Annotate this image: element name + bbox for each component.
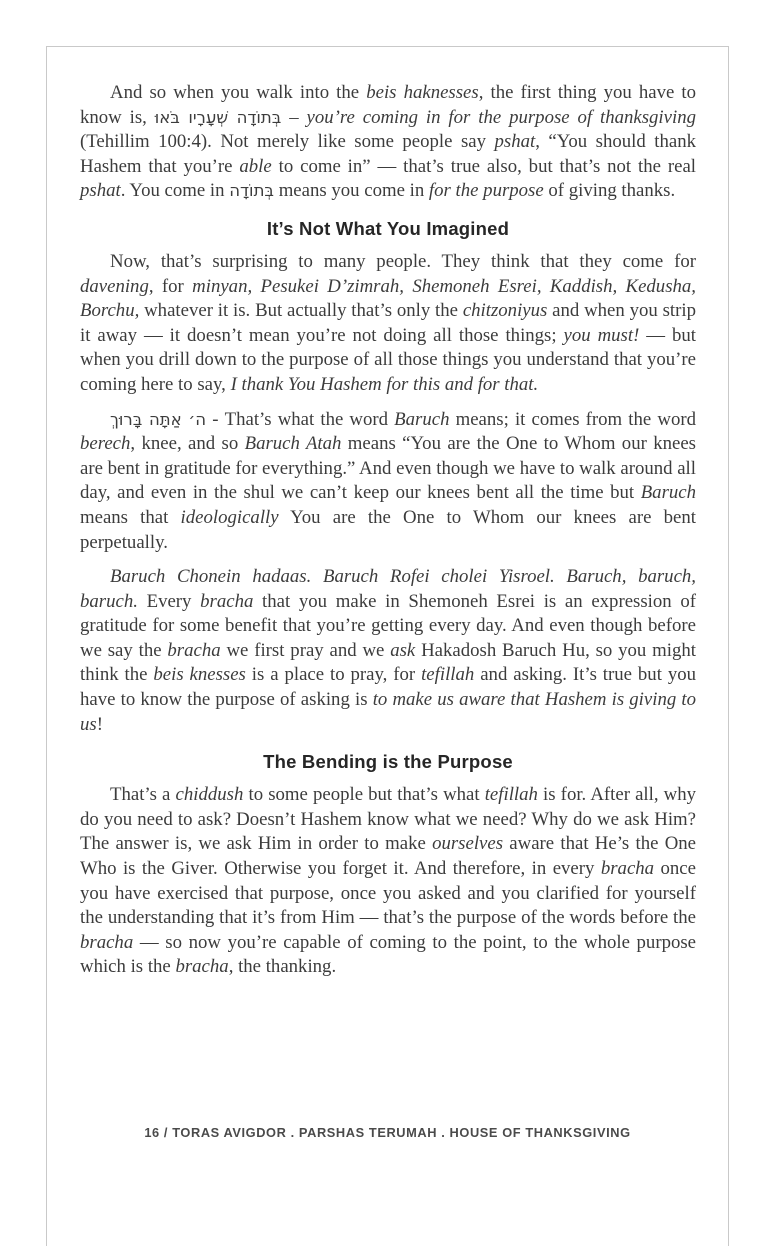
body-text: — but when you drill down to the purpose of all those things you understand that you’re coming here to say, — [80, 324, 696, 395]
body-text: ! — [96, 713, 103, 735]
italic-text: you must! — [563, 324, 640, 346]
italic-text: I thank You Hashem for this and for that. — [230, 373, 539, 395]
italic-text: to make us aware that Hashem is giving to us — [80, 689, 696, 735]
body-text: and asking. It’s true but you have to know the purpose of asking is — [80, 664, 696, 711]
body-text: Hakadosh Baruch Hu, so you might think the — [80, 639, 696, 686]
italic-text: chiddush — [175, 784, 244, 806]
italic-text: for the purpose — [428, 180, 544, 202]
body-text: , the thanking. — [228, 956, 337, 978]
italic-text: ask — [390, 639, 416, 661]
hebrew-text: בֹּאוּ‎ שְׁעָרָיו‎ בְּתוֹדָה — [154, 107, 282, 127]
body-text: , knee, and so — [130, 433, 245, 455]
body-text: , the first thing you have to know is, — [80, 82, 697, 128]
body-text: That’s a — [110, 784, 176, 806]
body-text: — so now you’re capable of coming to the point, to the whole purpose which is the — [80, 931, 696, 978]
body-text: to some people but that’s what — [243, 784, 485, 806]
italic-text: tefillah — [484, 784, 538, 806]
italic-text: berech — [80, 433, 131, 455]
paragraph — [80, 408, 696, 556]
italic-text: Baruch — [640, 482, 696, 504]
paragraph — [80, 783, 696, 980]
body-text: Now, that’s surprising to many people. They think that they come for — [110, 250, 696, 272]
italic-text: beis haknesses — [366, 82, 479, 103]
body-text: once you have exercised that purpose, once you asked and you clarified for yourself the understanding that it’s from Him — that’s the purpose of the words before the — [80, 858, 696, 929]
body-text: Every — [137, 590, 201, 612]
body-text: whatever it is. But actually that’s only the — [139, 300, 463, 322]
paragraph — [80, 250, 696, 398]
body-text: And so when you walk into the — [110, 82, 367, 103]
page-footer — [47, 1125, 728, 1140]
body-text: means; it comes from the word — [449, 408, 696, 430]
italic-text: bracha — [600, 858, 655, 880]
italic-text: bracha — [200, 590, 254, 612]
italic-text: pshat — [494, 131, 536, 153]
italic-text: ourselves — [432, 833, 504, 855]
paragraph — [80, 81, 696, 204]
italic-text: Baruch Chonein hadaas. Baruch Rofei cholei Yisroel. Baruch, baruch, baruch. — [80, 566, 696, 612]
italic-text: chitzoniyus — [462, 300, 548, 322]
page-frame — [46, 46, 729, 1246]
body-text: to come in” — that’s true also, but that’s not the real — [271, 155, 696, 177]
italic-text: able — [239, 155, 272, 177]
body-text: . You come in — [120, 180, 230, 202]
italic-text: ideologically — [180, 506, 279, 528]
footer-text: 16 / TORAS AVIGDOR . PARSHAS TERUMAH . HOUSE OF THANKSGIVING — [144, 1125, 631, 1140]
italic-text: you’re coming in for the purpose of thanksgiving — [306, 106, 696, 128]
body-text: – — [281, 106, 307, 128]
body-text: we first pray and we — [220, 639, 391, 661]
article — [47, 47, 728, 980]
italic-text: pshat — [80, 180, 121, 202]
body-text: You are the One to Whom our knees are bent perpetually. — [80, 506, 696, 553]
hebrew-text: בָּרוּךְ‎ אַתָּה‎ ה׳ — [110, 409, 207, 429]
italic-text: beis knesses — [153, 664, 246, 686]
italic-text: bracha — [167, 639, 221, 661]
body-text: , “You should thank Hashem that you’re — [80, 131, 696, 177]
body-text: and when you strip it away — it doesn’t mean you’re not doing all those things; — [80, 300, 696, 346]
body-text: means “You are the One to Whom our knees are bent in gratitude for everything.” And even though we have to walk around all day, and even in the shul we can’t keep our knees bent all the time but — [80, 433, 696, 504]
italic-text: bracha — [80, 931, 134, 953]
italic-text: Baruch — [394, 408, 450, 430]
section-heading: It’s Not What You Imagined — [266, 217, 510, 239]
body-text: of giving thanks. — [543, 180, 676, 202]
body-text: , for — [148, 275, 193, 297]
body-text: - That’s what the word — [206, 408, 395, 430]
section-heading: The Bending is the Purpose — [263, 751, 513, 773]
body-text: (Tehillim 100:4). Not merely like some people say — [80, 131, 495, 153]
italic-text: bracha — [175, 956, 229, 978]
body-text: means that — [80, 506, 181, 528]
body-text: is a place to pray, for — [245, 664, 422, 686]
italic-text: Baruch Atah — [244, 433, 342, 455]
body-text: is for. After all, why do you need to ask? Doesn’t Hashem know what we need? Why do we ask Him? The answer is, we ask Him in order to make — [80, 784, 696, 855]
body-text: means you come in — [274, 180, 429, 202]
italic-text: tefillah — [421, 664, 475, 686]
italic-text: minyan, Pesukei D’zimrah, Shemoneh Esrei, Kaddish, Kedusha, Borchu, — [80, 275, 696, 322]
hebrew-text: בְּתוֹדָה — [229, 181, 274, 201]
body-text: that you make in Shemoneh Esrei is an expression of gratitude for some benefit that you’re getting every day. And even though before we say the — [80, 590, 696, 661]
body-text: aware that He’s the One Who is the Giver. Otherwise you forget it. And therefore, in every — [80, 833, 696, 880]
italic-text: davening — [80, 275, 149, 297]
paragraph — [80, 565, 696, 737]
